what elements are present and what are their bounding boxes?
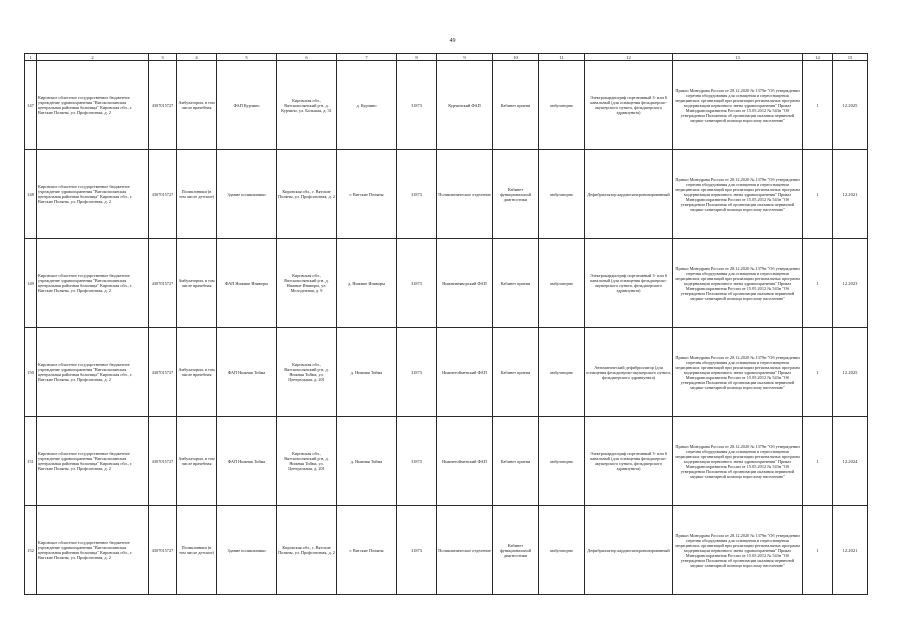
quantity-cell: 1 — [803, 417, 833, 506]
address-cell: Кировская обл., Вятскополянский р-н, д. Нижняя Тойма, ул. Центральная, д. 201 — [277, 417, 337, 506]
care-kind-cell: амбулаторно — [539, 506, 585, 595]
department-cell: Курчинский ФАП — [437, 61, 493, 150]
order-cell: Приказ Минздрава России от 28.12.2020 № 1379н "Об утверждении перечня оборудования для оснащения и переоснащения медицинских организаций при реализации региональных программ модернизации первичного звена здравоохранения" Приказ Минздравсоцразвития России от 15.05.2012 № 543н "Об утверждении Положения об организации оказания первичной медико-санитарной помощи взрослому населению" — [673, 150, 803, 239]
quantity-cell: 1 — [803, 239, 833, 328]
inn-cell: 4307015727 — [149, 328, 177, 417]
facility-type-cell: Амбулатории, в том числе врачебная — [177, 239, 217, 328]
inn-cell: 4307015727 — [149, 506, 177, 595]
care-kind-cell: амбулаторно — [539, 150, 585, 239]
header-cell: 13 — [673, 54, 803, 61]
order-cell: Приказ Минздрава России от 28.12.2020 № 1379н "Об утверждении перечня оборудования для оснащения и переоснащения медицинских организаций при реализации региональных программ модернизации первичного звена здравоохранения" Приказ Минздравсоцразвития России от 15.05.2012 № 543н "Об утверждении Положения об организации оказания первичной медико-санитарной помощи взрослому населению" — [673, 239, 803, 328]
facility-type-cell: Амбулатории, в том числе врачебная — [177, 61, 217, 150]
header-row — [25, 54, 868, 61]
header-cell: 6 — [277, 54, 337, 61]
row-number: 150 — [25, 328, 37, 417]
header-cell: 5 — [217, 54, 277, 61]
address-cell: Кировская обл., Вятскополянский р-н, д. Нижние Иняворы, ул. Молодежная, д. 9 — [277, 239, 337, 328]
room-cell: Кабинет приема — [493, 239, 539, 328]
room-cell: Кабинет функциональной диагностики — [493, 506, 539, 595]
facility-type-cell: Амбулатории, в том числе врачебная — [177, 417, 217, 506]
date-cell: 12.2021 — [833, 506, 868, 595]
order-cell: Приказ Минздрава России от 28.12.2020 № 1379н "Об утверждении перечня оборудования для оснащения и переоснащения медицинских организаций при реализации региональных программ модернизации первичного звена здравоохранения" Приказ Минздравсоцразвития России от 15.05.2012 № 543н "Об утверждении Положения об организации оказания первичной медико-санитарной помощи взрослому населению" — [673, 61, 803, 150]
table-row — [25, 506, 868, 595]
header-cell: 4 — [177, 54, 217, 61]
code-cell: 31873 — [397, 150, 437, 239]
code-cell: 31873 — [397, 417, 437, 506]
organization-cell: Кировское областное государственное бюджетное учреждение здравоохранения "Вятскополянская центральная районная больница" Кировская обл., г. Вятские Поляны, ул. Профсоюзная, д. 2 — [37, 150, 149, 239]
table-row — [25, 328, 868, 417]
facility-name-cell: Здание поликлиники — [217, 150, 277, 239]
facility-name-cell: ФАП Нижняя Тойма — [217, 328, 277, 417]
date-cell: 12.2025 — [833, 61, 868, 150]
header-cell: 11 — [539, 54, 585, 61]
inn-cell: 4307015727 — [149, 417, 177, 506]
room-cell: Кабинет функциональной диагностики — [493, 150, 539, 239]
header-cell: 8 — [397, 54, 437, 61]
header-cell: 1 — [25, 54, 37, 61]
department-cell: Поликлиническое отделение — [437, 506, 493, 595]
settlement-cell: г. Вятские Поляны — [337, 506, 397, 595]
inn-cell: 4307015727 — [149, 150, 177, 239]
header-cell: 15 — [833, 54, 868, 61]
row-number: 149 — [25, 239, 37, 328]
department-cell: Нижнеиняворский ФАП — [437, 239, 493, 328]
order-cell: Приказ Минздрава России от 28.12.2020 № 1379н "Об утверждении перечня оборудования для оснащения и переоснащения медицинских организаций при реализации региональных программ модернизации первичного звена здравоохранения" Приказ Минздравсоцразвития России от 15.05.2012 № 543н "Об утверждении Положения об организации оказания первичной медико-санитарной помощи взрослому населению" — [673, 328, 803, 417]
address-cell: Кировская обл., г. Вятские Поляны, ул. Профсоюзная, д. 2 — [277, 506, 337, 595]
row-number: 147 — [25, 61, 37, 150]
facility-name-cell: ФАП Курчино — [217, 61, 277, 150]
equipment-table — [24, 53, 868, 595]
care-kind-cell: амбулаторно — [539, 239, 585, 328]
header-cell: 12 — [585, 54, 673, 61]
room-cell: Кабинет приема — [493, 417, 539, 506]
table-row — [25, 239, 868, 328]
header-cell: 7 — [337, 54, 397, 61]
code-cell: 31873 — [397, 506, 437, 595]
quantity-cell: 1 — [803, 506, 833, 595]
table-row — [25, 61, 868, 150]
facility-type-cell: Поликлиники (в том числе детские) — [177, 150, 217, 239]
facility-name-cell: ФАП Нижняя Тойма — [217, 417, 277, 506]
equipment-cell: Дефибриллятор кардиосинхронизированный — [585, 506, 673, 595]
facility-type-cell: Амбулатории, в том числе врачебная — [177, 328, 217, 417]
row-number: 151 — [25, 417, 37, 506]
address-cell: Кировская обл., Вятскополянский р-н, д. Курчино, ул. Большая, д. 31 — [277, 61, 337, 150]
department-cell: Нижнетойменский ФАП — [437, 417, 493, 506]
address-cell: Кировская обл., Вятскополянский р-н, д. Нижняя Тойма, ул. Центральная, д. 201 — [277, 328, 337, 417]
organization-cell: Кировское областное государственное бюджетное учреждение здравоохранения "Вятскополянская центральная районная больница" Кировская обл., г. Вятские Поляны, ул. Профсоюзная, д. 2 — [37, 61, 149, 150]
care-kind-cell: амбулаторно — [539, 61, 585, 150]
organization-cell: Кировское областное государственное бюджетное учреждение здравоохранения "Вятскополянская центральная районная больница" Кировская обл., г. Вятские Поляны, ул. Профсоюзная, д. 2 — [37, 239, 149, 328]
settlement-cell: д. Курчино — [337, 61, 397, 150]
organization-cell: Кировское областное государственное бюджетное учреждение здравоохранения "Вятскополянская центральная районная больница" Кировская обл., г. Вятские Поляны, ул. Профсоюзная, д. 2 — [37, 328, 149, 417]
equipment-cell: Электрокардиограф портативный 3- или 6 канальный (для оснащения фельдшерско-акушерского пункта, фельдшерского здравпункта) — [585, 61, 673, 150]
settlement-cell: д. Нижняя Тойма — [337, 328, 397, 417]
facility-type-cell: Поликлиники (в том числе детские) — [177, 506, 217, 595]
quantity-cell: 1 — [803, 150, 833, 239]
header-cell: 9 — [437, 54, 493, 61]
care-kind-cell: амбулаторно — [539, 328, 585, 417]
facility-name-cell: ФАП Нижние Иняворы — [217, 239, 277, 328]
row-number: 152 — [25, 506, 37, 595]
organization-cell: Кировское областное государственное бюджетное учреждение здравоохранения "Вятскополянская центральная районная больница" Кировская обл., г. Вятские Поляны, ул. Профсоюзная, д. 2 — [37, 417, 149, 506]
page-number: 49 — [449, 38, 456, 44]
organization-cell: Кировское областное государственное бюджетное учреждение здравоохранения "Вятскополянская центральная районная больница" Кировская обл., г. Вятские Поляны, ул. Профсоюзная, д. 2 — [37, 506, 149, 595]
settlement-cell: г. Вятские Поляны — [337, 150, 397, 239]
room-cell: Кабинет приема — [493, 61, 539, 150]
room-cell: Кабинет приема — [493, 328, 539, 417]
code-cell: 31873 — [397, 328, 437, 417]
date-cell: 12.2023 — [833, 239, 868, 328]
inn-cell: 4307015727 — [149, 239, 177, 328]
header-cell: 10 — [493, 54, 539, 61]
equipment-cell: Дефибриллятор кардиосинхронизированный — [585, 150, 673, 239]
equipment-cell: Автоматический дефибриллятор (для оснащения фельдшерско-акушерского пункта, фельдшерского здравпункта) — [585, 328, 673, 417]
order-cell: Приказ Минздрава России от 28.12.2020 № 1379н "Об утверждении перечня оборудования для оснащения и переоснащения медицинских организаций при реализации региональных программ модернизации первичного звена здравоохранения" Приказ Минздравсоцразвития России от 15.05.2012 № 543н "Об утверждении Положения об организации оказания первичной медико-санитарной помощи взрослому населению" — [673, 506, 803, 595]
quantity-cell: 1 — [803, 61, 833, 150]
department-cell: Поликлиническое отделение — [437, 150, 493, 239]
header-cell: 3 — [149, 54, 177, 61]
table-row — [25, 150, 868, 239]
row-number: 148 — [25, 150, 37, 239]
code-cell: 31873 — [397, 61, 437, 150]
header-cell: 2 — [37, 54, 149, 61]
quantity-cell: 1 — [803, 328, 833, 417]
settlement-cell: д. Нижняя Тойма — [337, 417, 397, 506]
date-cell: 12.2021 — [833, 150, 868, 239]
settlement-cell: д. Нижние Иняворы — [337, 239, 397, 328]
date-cell: 12.2025 — [833, 328, 868, 417]
equipment-cell: Электрокардиограф портативный 3- или 6 канальный (для оснащения фельдшерско-акушерского пункта, фельдшерского здравпункта) — [585, 417, 673, 506]
date-cell: 12.2024 — [833, 417, 868, 506]
order-cell: Приказ Минздрава России от 28.12.2020 № 1379н "Об утверждении перечня оборудования для оснащения и переоснащения медицинских организаций при реализации региональных программ модернизации первичного звена здравоохранения" Приказ Минздравсоцразвития России от 15.05.2012 № 543н "Об утверждении Положения об организации оказания первичной медико-санитарной помощи взрослому населению" — [673, 417, 803, 506]
address-cell: Кировская обл., г. Вятские Поляны, ул. Профсоюзная, д. 2 — [277, 150, 337, 239]
table-row — [25, 417, 868, 506]
inn-cell: 4307015727 — [149, 61, 177, 150]
facility-name-cell: Здание поликлиники — [217, 506, 277, 595]
header-cell: 14 — [803, 54, 833, 61]
care-kind-cell: амбулаторно — [539, 417, 585, 506]
department-cell: Нижнетойменский ФАП — [437, 328, 493, 417]
code-cell: 31873 — [397, 239, 437, 328]
equipment-cell: Электрокардиограф портативный 3- или 6 канальный (для оснащения фельдшерско-акушерского пункта, фельдшерского здравпункта) — [585, 239, 673, 328]
